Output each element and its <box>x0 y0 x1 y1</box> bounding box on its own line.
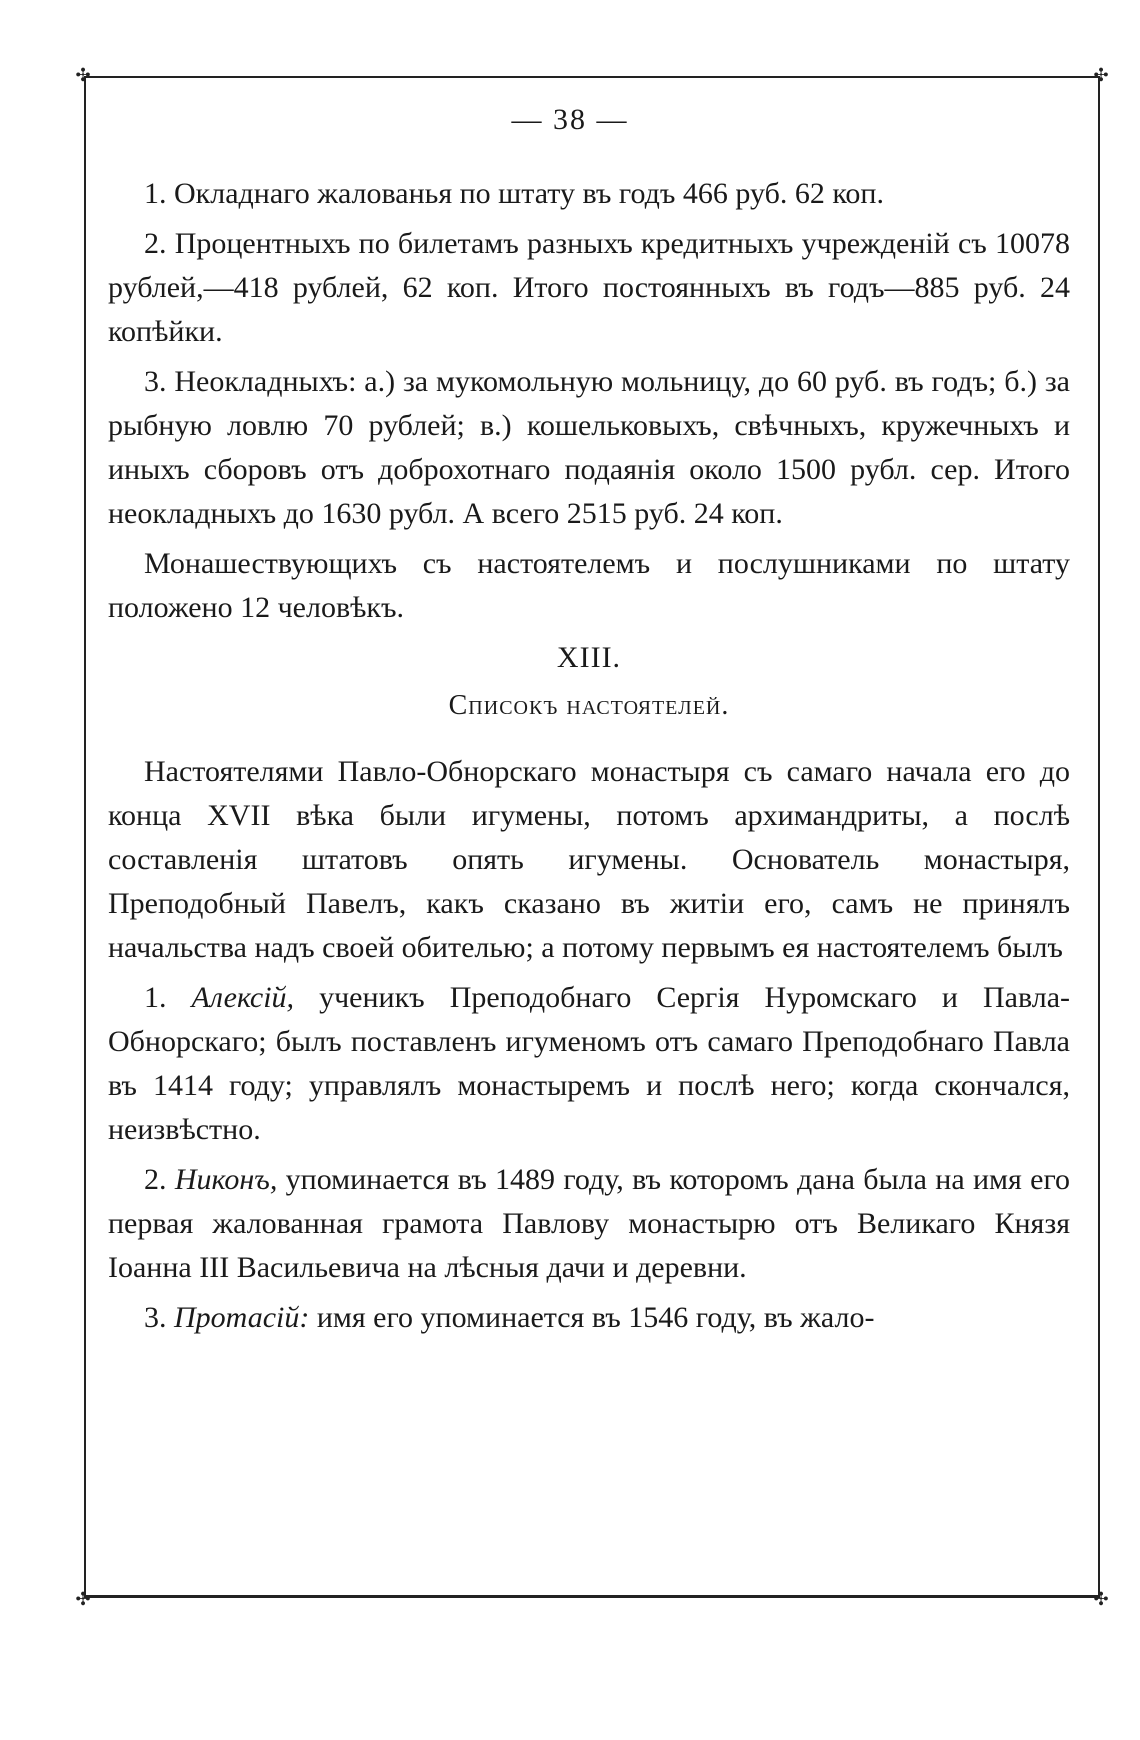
paragraph-irregular-income: 3. Неокладныхъ: а.) за мукомольную мольницу, до 60 руб. въ годъ; б.) за рыбную ловлю 70 рублей; в.) кошельковыхъ, свѣчныхъ, кружечныхъ и иныхъ сборовъ отъ доброхотнаго подаянія около 1500 рубл. сер. Итого неокладныхъ до 1630 рубл. А всего 2515 руб. 24 коп. <box>108 365 1070 530</box>
abbot-number: 2. <box>144 1163 167 1196</box>
paragraph-salary: 1. Окладнаго жалованья по штату въ годъ 466 руб. 62 коп. <box>144 177 884 210</box>
border-bottom-rule <box>84 1595 1100 1598</box>
corner-ornament-icon: ✣ <box>1093 65 1109 85</box>
abbot-entry <box>108 976 1070 1152</box>
corner-ornament-icon: ✣ <box>1093 1589 1109 1609</box>
border-top-rule <box>84 76 1100 78</box>
section-number: XIII. <box>556 641 622 674</box>
paragraph-abbots-intro: Настоятелями Павло-Обнорскаго монастыря съ самаго начала его до конца XVII вѣка были игумены, потомъ архимандриты, а послѣ составленія штатовъ опять игумены. Основатель монастыря, Преподобный Павелъ, какъ сказано въ житіи его, самъ не принялъ начальства надъ своей обителью; а потому первымъ ея настоятелемъ былъ <box>108 755 1070 964</box>
abbot-name: Алексій, <box>191 981 295 1014</box>
page-number: — 38 — <box>511 103 629 136</box>
abbot-number: 3. <box>144 1301 167 1334</box>
abbot-name: Протасій: <box>174 1301 310 1334</box>
abbot-text: имя его упоминается въ 1546 году, въ жало- <box>309 1301 875 1334</box>
corner-ornament-icon: ✣ <box>75 65 91 85</box>
paragraph-monastics: Монашествующихъ съ настоятелемъ и послушниками по штату положено 12 человѣкъ. <box>108 547 1070 624</box>
corner-ornament-icon: ✣ <box>75 1589 91 1609</box>
abbot-name: Никонъ, <box>174 1163 278 1196</box>
section-title: Списокъ настоятелей. <box>448 690 730 721</box>
abbot-number: 1. <box>144 981 167 1014</box>
page-body <box>108 172 1070 1346</box>
paragraph-interest: 2. Процентныхъ по билетамъ разныхъ кредитныхъ учрежденій съ 10078 рублей,—418 рублей, 62 коп. Итого постоянныхъ въ годъ—885 руб. 24 копѣйки. <box>108 227 1070 348</box>
border-left-rule <box>84 76 86 1598</box>
abbot-entry <box>108 1296 1070 1340</box>
abbot-entry <box>108 1158 1070 1290</box>
border-right-rule <box>1098 76 1100 1598</box>
abbot-text: ученикъ Преподобнаго Сергія Нуромскаго и Павла-Обнорскаго; былъ поставленъ игуменомъ отъ самаго Преподобнаго Павла въ 1414 году; управлялъ монастыремъ и послѣ него; когда скончался, неизвѣстно. <box>108 981 1071 1146</box>
abbot-text: упоминается въ 1489 году, въ которомъ дана была на имя его первая жалованная грамота Павлову монастырю отъ Великаго Князя Іоанна III Васильевича на лѣсныя дачи и деревни. <box>108 1163 1071 1284</box>
